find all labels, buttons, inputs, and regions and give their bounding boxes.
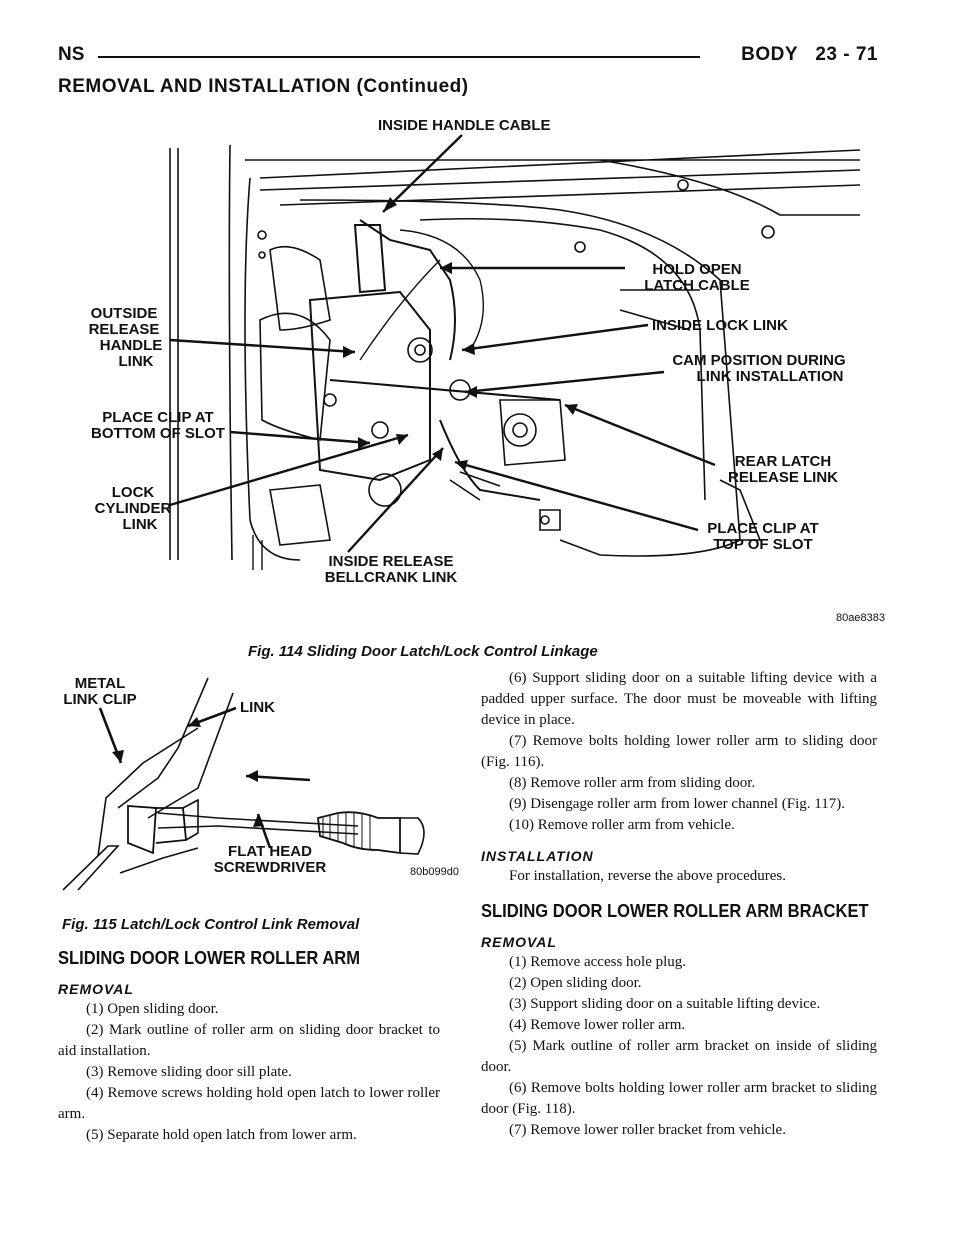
figure-115 bbox=[58, 668, 478, 938]
label-lock-cylinder-link bbox=[94, 485, 172, 533]
label-line: LATCH CABLE bbox=[644, 277, 750, 294]
step-paragraph: (7) Remove lower roller bracket from vehicle. bbox=[509, 1122, 786, 1138]
continued-heading: REMOVAL AND INSTALLATION (Continued) bbox=[58, 76, 469, 97]
label-line: BELLCRANK LINK bbox=[324, 569, 458, 586]
step-paragraph: (3) Remove sliding door sill plate. bbox=[86, 1064, 292, 1080]
label-line: BOTTOM OF SLOT bbox=[91, 425, 225, 442]
step-paragraph: (10) Remove roller arm from vehicle. bbox=[509, 817, 735, 833]
label-line: TOP OF SLOT bbox=[713, 536, 813, 553]
step-paragraph: (5) Separate hold open latch from lower arm. bbox=[86, 1127, 357, 1143]
label-line: CAM POSITION DURING bbox=[672, 352, 846, 369]
header-page-number: 23 - 71 bbox=[815, 44, 878, 65]
step-paragraph: (2) Open sliding door. bbox=[509, 975, 642, 991]
label-line: SCREWDRIVER bbox=[213, 859, 327, 876]
header-model: NS bbox=[58, 44, 85, 65]
label-line: OUTSIDE bbox=[90, 305, 158, 322]
figure-115-caption: Fig. 115 Latch/Lock Control Link Removal bbox=[62, 916, 360, 933]
label-line: LINK INSTALLATION bbox=[696, 368, 844, 385]
label-line: HANDLE bbox=[99, 337, 163, 354]
installation-heading: INSTALLATION bbox=[481, 848, 594, 864]
header-section: BODY bbox=[741, 44, 798, 65]
label-line: LINK bbox=[122, 516, 158, 533]
label-line: CYLINDER bbox=[94, 500, 172, 517]
figure-115-code: 80b099d0 bbox=[410, 866, 459, 878]
label-inside-release-bellcrank bbox=[316, 554, 466, 586]
label-inside-lock-link: INSIDE LOCK LINK bbox=[652, 317, 788, 334]
removal-heading: REMOVAL bbox=[58, 981, 134, 997]
label-flat-head-screwdriver bbox=[208, 844, 332, 876]
step-paragraph: (1) Remove access hole plug. bbox=[509, 954, 687, 970]
section-title-roller-arm-bracket: SLIDING DOOR LOWER ROLLER ARM BRACKET bbox=[481, 901, 869, 921]
label-line: METAL bbox=[74, 675, 126, 692]
step-paragraph: (4) Remove screws holding hold open latch to lower roller arm. bbox=[58, 1085, 440, 1122]
label-line: FLAT HEAD bbox=[228, 843, 312, 860]
step-paragraph: (8) Remove roller arm from sliding door. bbox=[509, 775, 756, 791]
label-link: LINK bbox=[240, 699, 275, 716]
label-line: LINK CLIP bbox=[63, 691, 137, 708]
label-place-clip-top bbox=[698, 521, 828, 553]
step-paragraph: (1) Open sliding door. bbox=[86, 1001, 219, 1017]
right-column bbox=[481, 668, 877, 1141]
step-paragraph: (6) Support sliding door on a suitable lifting device with a padded upper surface. The door must be moveable with lifting device in place. bbox=[481, 670, 877, 728]
label-hold-open-latch-cable bbox=[622, 262, 772, 294]
label-metal-link-clip bbox=[58, 676, 142, 708]
label-line: INSIDE RELEASE bbox=[328, 553, 454, 570]
label-line: LINK bbox=[118, 353, 154, 370]
label-outside-release-handle-link bbox=[80, 306, 168, 370]
step-paragraph: (6) Remove bolts holding lower roller arm bracket to sliding door (Fig. 118). bbox=[481, 1080, 877, 1117]
left-column bbox=[58, 940, 440, 1146]
section-title-roller-arm: SLIDING DOOR LOWER ROLLER ARM bbox=[58, 948, 361, 968]
label-rear-latch-release-link bbox=[720, 454, 846, 486]
figure-114-code: 80ae8383 bbox=[836, 612, 885, 624]
label-line: REAR LATCH bbox=[734, 453, 832, 470]
step-paragraph: (2) Mark outline of roller arm on sliding door bracket to aid installation. bbox=[58, 1022, 440, 1059]
label-line: PLACE CLIP AT bbox=[102, 409, 214, 426]
installation-text: For installation, reverse the above procedures. bbox=[509, 868, 786, 884]
label-place-clip-bottom bbox=[88, 410, 228, 442]
step-paragraph: (5) Mark outline of roller arm bracket on inside of sliding door. bbox=[481, 1038, 877, 1075]
figure-114-caption: Fig. 114 Sliding Door Latch/Lock Control Linkage bbox=[248, 643, 598, 660]
label-line: HOLD OPEN bbox=[652, 261, 742, 278]
step-paragraph: (4) Remove lower roller arm. bbox=[509, 1017, 686, 1033]
label-line: RELEASE LINK bbox=[727, 469, 838, 486]
step-paragraph: (3) Support sliding door on a suitable lifting device. bbox=[509, 996, 821, 1012]
label-line: PLACE CLIP AT bbox=[707, 520, 819, 537]
label-line: RELEASE bbox=[88, 321, 160, 338]
label-line: LOCK bbox=[111, 484, 155, 501]
label-inside-handle-cable: INSIDE HANDLE CABLE bbox=[378, 117, 551, 134]
label-cam-position bbox=[664, 353, 854, 385]
step-paragraph: (9) Disengage roller arm from lower channel (Fig. 117). bbox=[509, 796, 845, 812]
step-paragraph: (7) Remove bolts holding lower roller arm to sliding door (Fig. 116). bbox=[481, 733, 877, 770]
removal-heading: REMOVAL bbox=[481, 934, 557, 950]
